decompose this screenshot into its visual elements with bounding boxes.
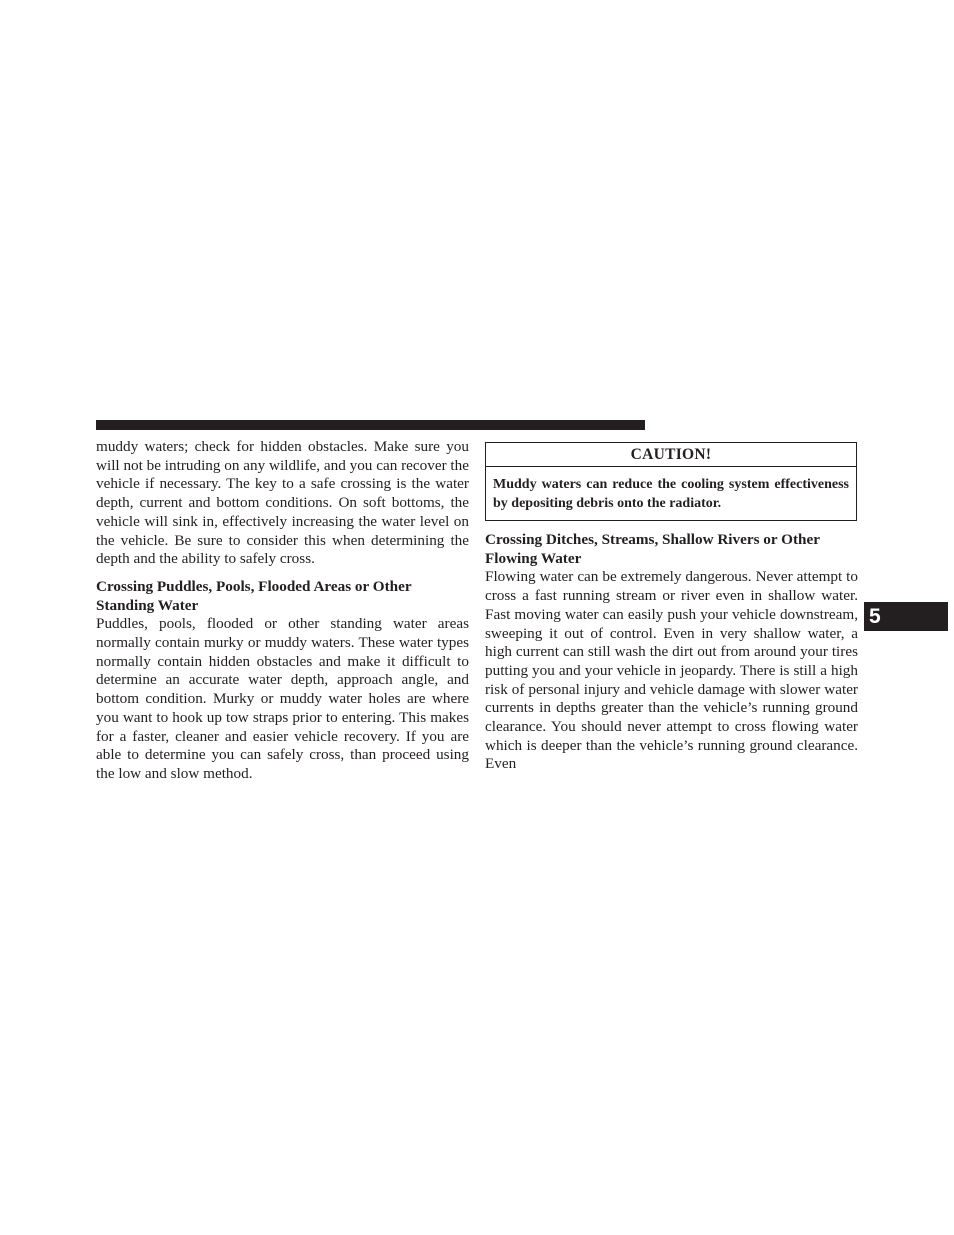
section-heading-standing-water: Crossing Puddles, Pools, Flooded Areas or Other Standing Water — [96, 577, 412, 614]
caution-body: Muddy waters can reduce the cooling system effectiveness by depositing debris onto the radiator. — [493, 477, 849, 511]
caution-box — [485, 442, 857, 521]
standing-water-paragraph: Puddles, pools, flooded or other standing water areas normally contain murky or muddy waters. These water types normally contain hidden obstacles and make it difficult to determine an accurate water depth, approach angle, and bottom condition. Murky or muddy water holes are where you want to hook up tow straps prior to entering. This makes for a faster, cleaner and easier vehicle recovery. If you are able to determine you can safely cross, than proceed using the low and slow method. — [96, 615, 469, 782]
right-column — [485, 438, 858, 774]
header-rule — [96, 420, 645, 430]
section-heading-flowing-water: Crossing Ditches, Streams, Shallow Rivers or Other Flowing Water — [485, 531, 820, 567]
chapter-tab: 5 — [864, 602, 948, 631]
caution-title: CAUTION! — [486, 443, 856, 467]
left-column — [96, 438, 469, 784]
flowing-water-paragraph: Flowing water can be extremely dangerous. Never attempt to cross a fast running stream or river even in shallow water. Fast moving water can easily push your vehicle downstream, sweeping it out of control. Even in very shallow water, a high current can still wash the dirt out from around your tires putting you and your vehicle in jeopardy. There is still a high risk of personal injury and vehicle damage with slower water currents in depths greater than the vehicle’s running ground clearance. You should never attempt to cross flowing water which is deeper than the vehicle’s running ground clearance. Even — [485, 568, 858, 773]
intro-paragraph: muddy waters; check for hidden obstacles. Make sure you will not be intruding on any wildlife, and you can recover the vehicle if necessary. The key to a safe crossing is the water depth, current and bottom conditions. On soft bottoms, the vehicle will sink in, effectively increasing the water level on the vehicle. Be sure to consider this when determining the depth and the ability to safely cross. — [96, 438, 469, 568]
